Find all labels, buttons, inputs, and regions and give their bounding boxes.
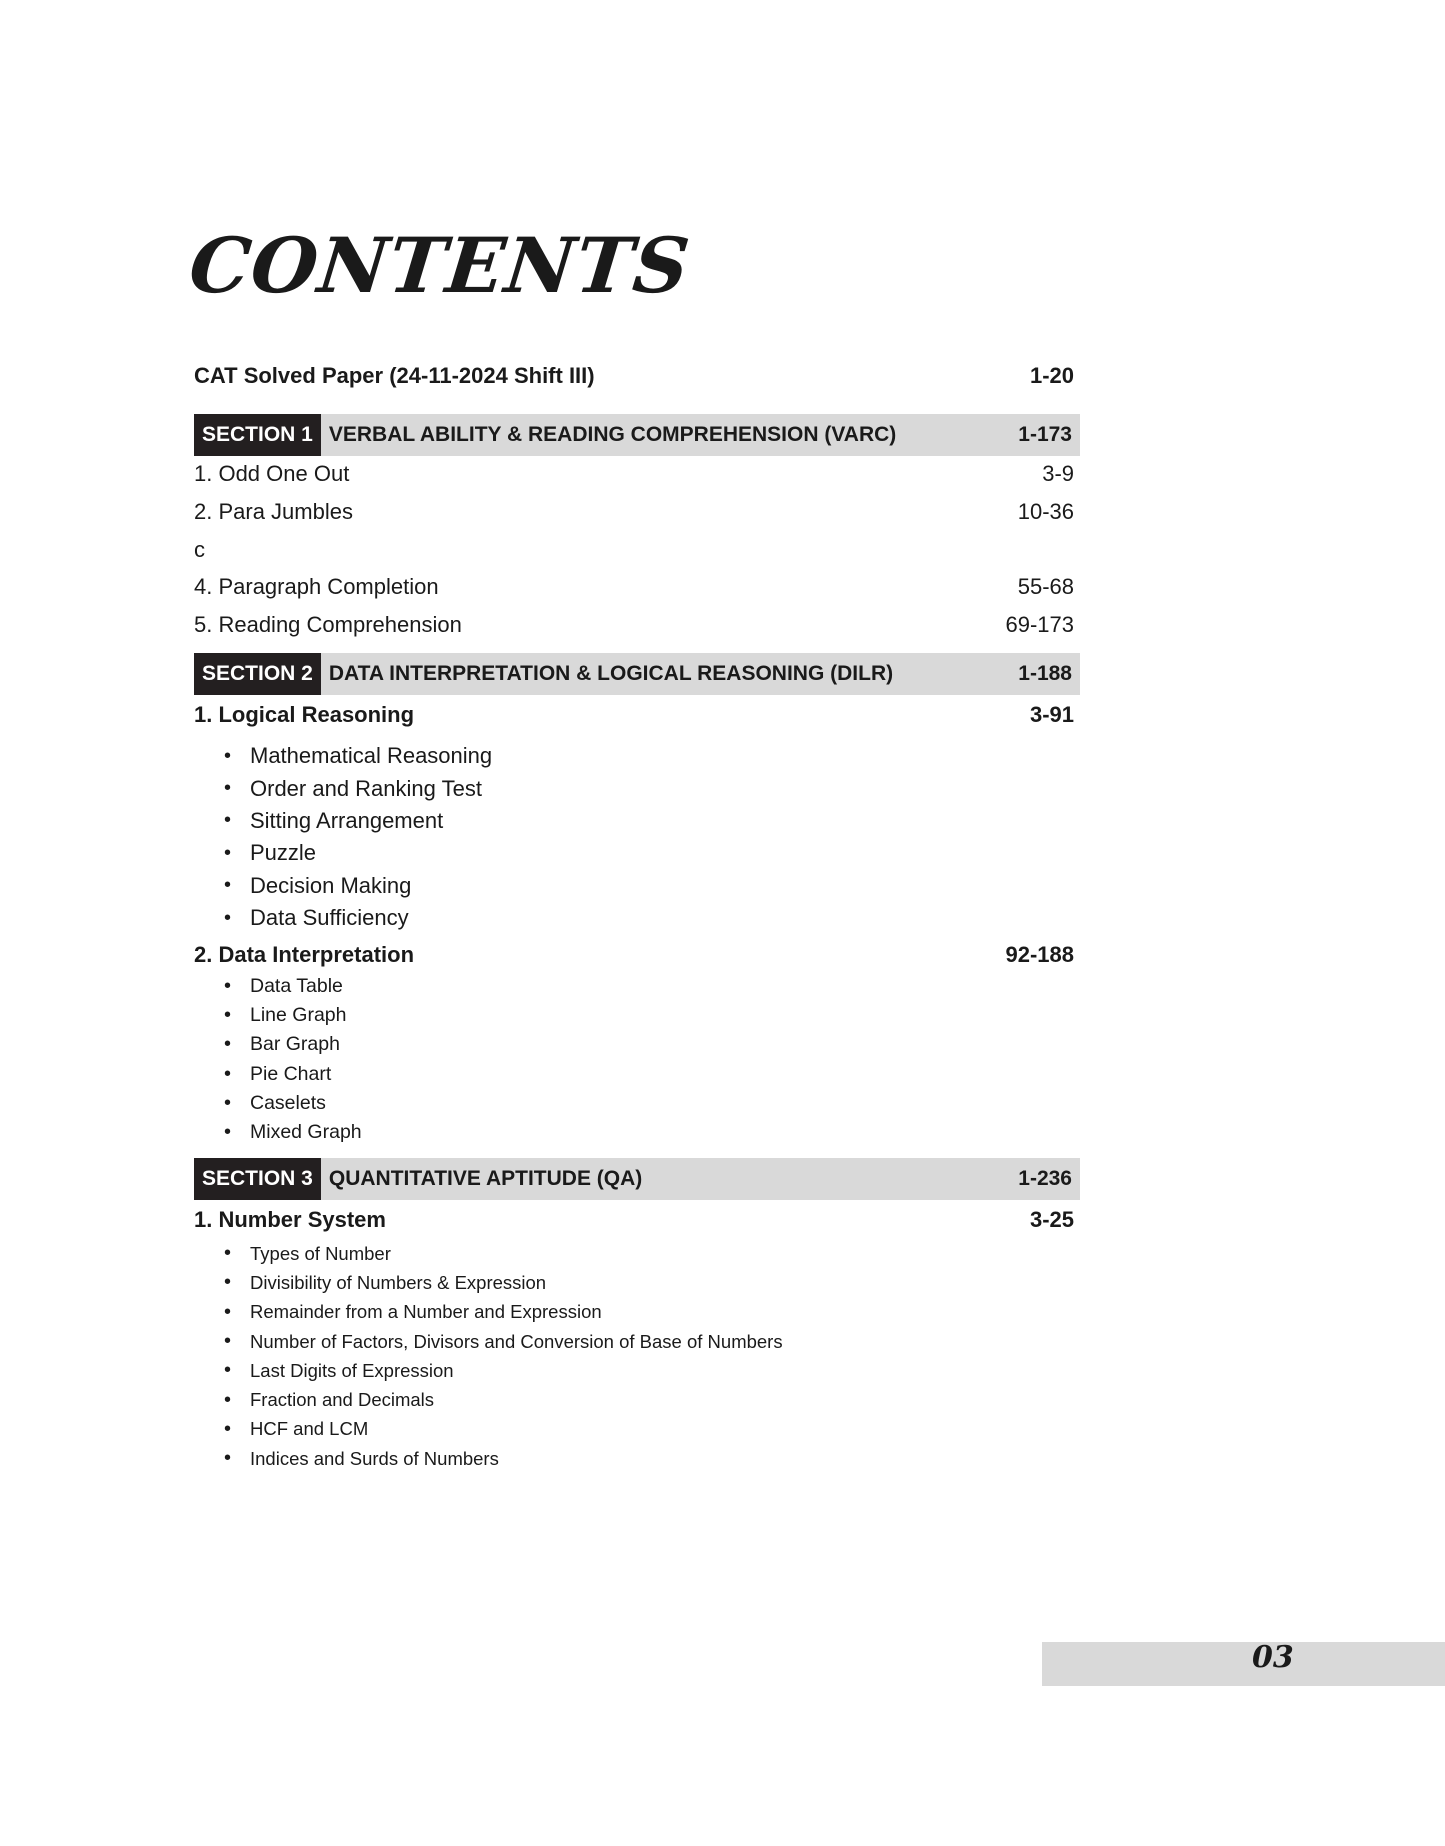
section-header-qa[interactable] (194, 1158, 1080, 1200)
bullet-icon: • (224, 1300, 232, 1323)
toc-entry[interactable] (194, 456, 1074, 492)
section-pages: 1-188 (1018, 662, 1072, 685)
toc-entry-label: 4. Paragraph Completion (194, 574, 439, 599)
toc-entry[interactable] (194, 569, 1074, 605)
bullet-icon: • (224, 1417, 232, 1440)
list-item: • Line Graph (224, 1004, 347, 1027)
section-tag: SECTION 3 (194, 1158, 321, 1200)
list-item: • Mathematical Reasoning (224, 743, 493, 769)
list-item: • Data Sufficiency (224, 905, 409, 931)
list-item: • Sitting Arrangement (224, 807, 444, 833)
list-item: • Pie Chart (224, 1062, 332, 1085)
toc-entry-label: c (194, 537, 205, 562)
toc-entry-pages: 92-188 (1005, 942, 1074, 967)
list-item: • Decision Making (224, 872, 412, 898)
bullet-icon: • (224, 874, 232, 897)
bullet-icon: • (224, 1330, 232, 1353)
bullet-icon: • (224, 1121, 232, 1144)
bullet-icon: • (224, 1033, 232, 1056)
footer-bar (1042, 1642, 1445, 1686)
toc-entry-pages: 10-36 (1017, 499, 1074, 524)
toc-entry-pages: 69-173 (1005, 612, 1074, 637)
section-header-varc[interactable] (194, 414, 1080, 456)
toc-entry-pages: 1-20 (1029, 363, 1074, 388)
toc-entry-label: 5. Reading Comprehension (194, 612, 462, 637)
section-tag: SECTION 1 (194, 414, 321, 456)
toc-chapter[interactable] (194, 1202, 1074, 1238)
bullet-icon: • (224, 1447, 232, 1470)
toc-chapter[interactable] (194, 937, 1074, 973)
toc-entry-label: 2. Data Interpretation (194, 942, 415, 967)
bullet-icon: • (224, 975, 232, 998)
section-name: DATA INTERPRETATION & LOGICAL REASONING (DILR) (328, 662, 894, 685)
list-item: • Types of Number (224, 1242, 391, 1265)
bullet-icon: • (224, 777, 232, 800)
list-item: • Order and Ranking Test (224, 775, 482, 801)
section-pages: 1-173 (1018, 423, 1072, 446)
bullet-icon: • (224, 1271, 232, 1294)
toc-entry-label: 1. Number System (194, 1207, 386, 1232)
toc-chapter[interactable] (194, 697, 1074, 733)
toc-entry-solved-paper[interactable] (194, 358, 1074, 394)
list-item: • Data Table (224, 975, 343, 998)
list-item: • Indices and Surds of Numbers (224, 1447, 499, 1470)
bullet-icon: • (224, 906, 232, 929)
toc-entry-pages: 3-25 (1029, 1207, 1074, 1232)
list-item: • Number of Factors, Divisors and Conversion of Base of Numbers (224, 1330, 783, 1353)
toc-entry-label: 2. Para Jumbles (194, 499, 353, 524)
bullet-icon: • (224, 1062, 232, 1085)
section-header-dilr[interactable] (194, 653, 1080, 695)
topic-list (224, 1239, 783, 1473)
list-item: • HCF and LCM (224, 1417, 369, 1440)
page-title: CONTENTS (185, 221, 695, 310)
bullet-icon: • (224, 744, 232, 767)
topic-list (224, 740, 492, 934)
bullet-icon: • (224, 1359, 232, 1382)
list-item: • Last Digits of Expression (224, 1359, 454, 1382)
section-name: VERBAL ABILITY & READING COMPREHENSION (VARC) (328, 423, 897, 446)
section-pages: 1-236 (1018, 1167, 1072, 1190)
list-item: • Divisibility of Numbers & Expression (224, 1271, 547, 1294)
list-item: • Puzzle (224, 840, 317, 866)
toc-entry-pages: 55-68 (1017, 574, 1074, 599)
bullet-icon: • (224, 1091, 232, 1114)
toc-entry[interactable] (194, 607, 1074, 643)
section-name: QUANTITATIVE APTITUDE (QA) (328, 1167, 643, 1190)
bullet-icon: • (224, 1388, 232, 1411)
list-item: • Fraction and Decimals (224, 1388, 435, 1411)
toc-entry-label: CAT Solved Paper (24-11-2024 Shift III) (194, 363, 595, 388)
bullet-icon: • (224, 1004, 232, 1027)
toc-entry[interactable] (194, 532, 1074, 568)
section-tag: SECTION 2 (194, 653, 321, 695)
bullet-icon: • (224, 841, 232, 864)
toc-entry-pages: 3-91 (1029, 702, 1074, 727)
list-item: • Caselets (224, 1091, 326, 1114)
bullet-icon: • (224, 1242, 232, 1265)
toc-entry-label: 1. Logical Reasoning (194, 702, 415, 727)
bullet-icon: • (224, 809, 232, 832)
toc-entry[interactable] (194, 494, 1074, 530)
topic-list (224, 972, 362, 1147)
list-item: • Mixed Graph (224, 1121, 362, 1144)
toc-entry-label: 1. Odd One Out (194, 461, 350, 486)
list-item: • Remainder from a Number and Expression (224, 1300, 602, 1323)
list-item: • Bar Graph (224, 1033, 340, 1056)
page-number: 03 (1252, 1640, 1294, 1675)
toc-entry-pages: 3-9 (1042, 461, 1074, 486)
